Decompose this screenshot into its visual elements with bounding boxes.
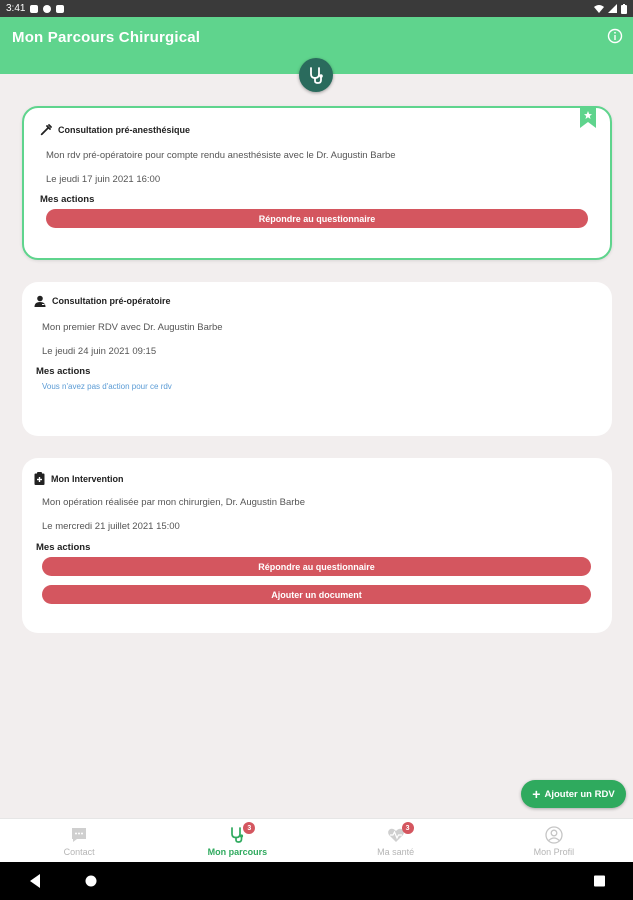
stethoscope-badge (299, 58, 333, 92)
notification-badge: 3 (243, 822, 255, 834)
nav-label: Ma santé (377, 847, 415, 857)
user-circle-icon (545, 826, 563, 844)
stethoscope-icon (306, 65, 326, 85)
system-nav-bar (0, 862, 633, 900)
plus-icon: + (532, 786, 541, 802)
doctor-icon (34, 295, 46, 307)
battery-icon (621, 4, 627, 14)
bottom-nav (0, 818, 633, 862)
card-date: Le jeudi 17 juin 2021 16:00 (46, 174, 161, 185)
add-appointment-label: Ajouter un RDV (544, 788, 615, 800)
page-title: Mon Parcours Chirurgical (12, 29, 201, 46)
signal-icon (608, 4, 617, 13)
notification-icon (43, 5, 51, 13)
card-description: Mon opération réalisée par mon chirurgien, Dr. Augustin Barbe (42, 497, 305, 508)
nav-label: Mon Profil (533, 847, 575, 857)
status-bar (0, 0, 633, 17)
answer-questionnaire-button[interactable]: Répondre au questionnaire (42, 557, 591, 576)
card-date: Le mercredi 21 juillet 2021 15:00 (42, 521, 180, 532)
nav-label: Contact (63, 847, 95, 857)
answer-questionnaire-button[interactable]: Répondre au questionnaire (46, 209, 588, 228)
nav-item-contact[interactable] (0, 819, 158, 862)
recent-apps-icon[interactable] (592, 873, 606, 889)
appointment-card[interactable] (22, 282, 612, 436)
appointment-card[interactable] (22, 106, 612, 260)
card-description: Mon premier RDV avec Dr. Augustin Barbe (42, 322, 223, 333)
chat-icon (70, 826, 88, 844)
card-description: Mon rdv pré-opératoire pour compte rendu anesthésiste avec le Dr. Augustin Barbe (46, 150, 396, 161)
add-document-button[interactable]: Ajouter un document (42, 585, 591, 604)
bookmark-icon (580, 106, 596, 128)
actions-label: Mes actions (36, 542, 91, 553)
add-appointment-button[interactable] (521, 780, 626, 808)
clipboard-icon (34, 472, 45, 485)
notification-badge: 3 (402, 822, 414, 834)
wifi-icon (594, 4, 604, 13)
syringe-icon (40, 124, 52, 136)
nav-item-mon-parcours[interactable] (158, 819, 316, 862)
actions-label: Mes actions (40, 194, 95, 205)
info-icon[interactable] (607, 28, 623, 44)
back-icon[interactable] (28, 873, 42, 889)
actions-label: Mes actions (36, 366, 91, 377)
nav-item-mon-profil[interactable] (475, 819, 633, 862)
status-time: 3:41 (6, 3, 26, 14)
card-title: Consultation pré-anesthésique (58, 125, 191, 135)
sd-card-icon (56, 5, 64, 13)
card-title: Mon Intervention (51, 473, 124, 484)
card-title: Consultation pré-opératoire (52, 296, 171, 306)
notification-icon (30, 5, 38, 13)
nav-item-ma-sante[interactable] (317, 819, 475, 862)
card-date: Le jeudi 24 juin 2021 09:15 (42, 346, 157, 357)
appointment-card[interactable] (22, 458, 612, 633)
home-icon[interactable] (84, 873, 98, 889)
no-action-text: Vous n'avez pas d'action pour ce rdv (42, 382, 172, 391)
nav-label: Mon parcours (207, 847, 268, 857)
